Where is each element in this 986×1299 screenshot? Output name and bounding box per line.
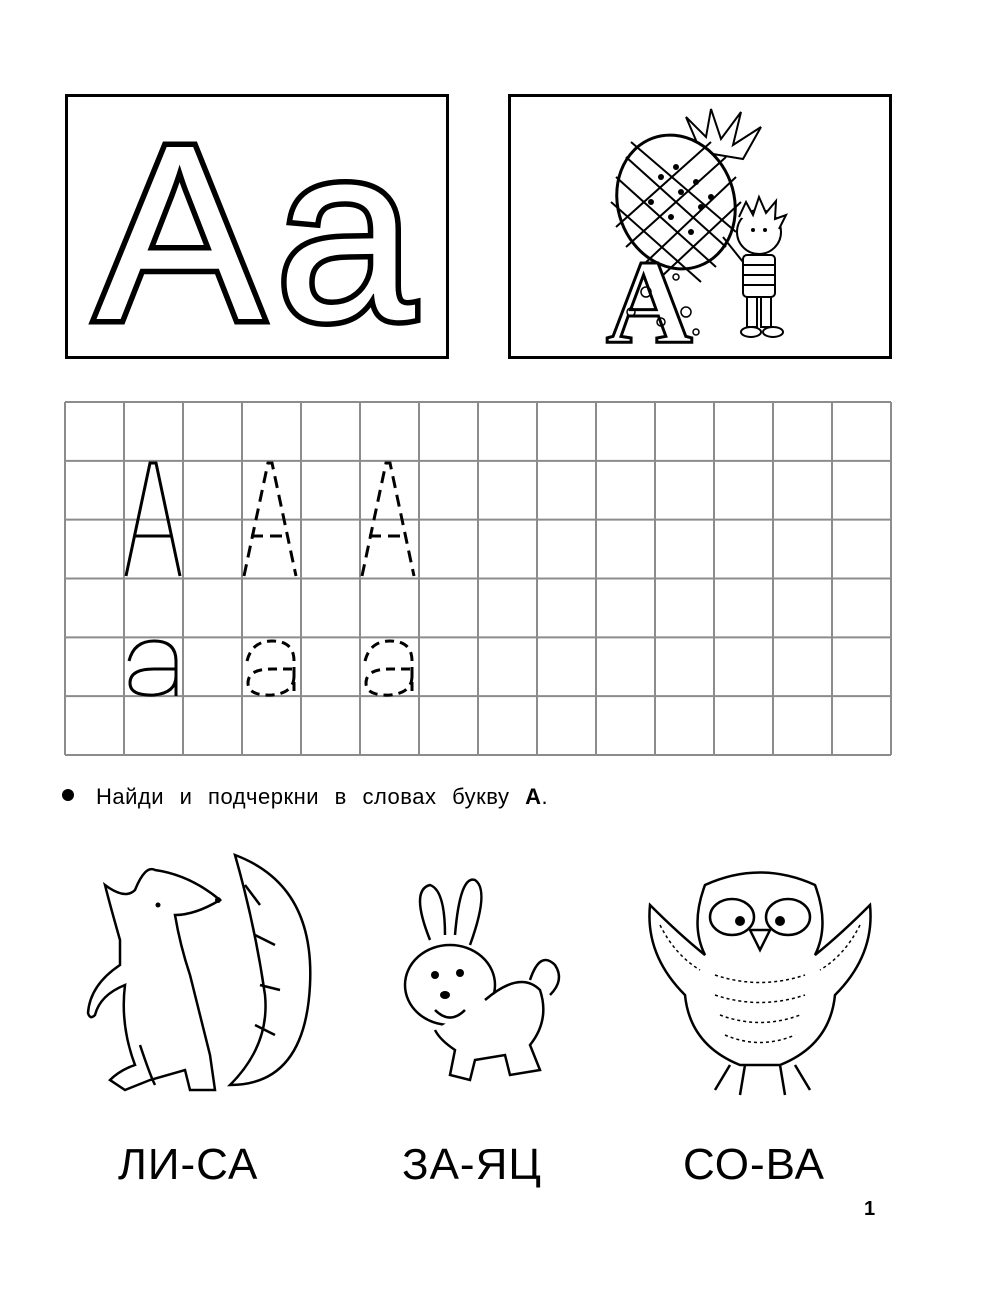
bullet-icon (62, 789, 74, 801)
boy-pineapple-illustration (511, 97, 889, 356)
dashed-lowercase-letter-1 (247, 641, 294, 696)
task-instruction (62, 784, 548, 810)
outlined-letters (68, 97, 446, 356)
grid-lines (64, 401, 892, 756)
solid-lowercase-letter (129, 641, 176, 696)
hare-illustration (390, 870, 570, 1090)
illustration-card (508, 94, 892, 359)
writing-practice-grid (64, 401, 892, 756)
lowercase-outline-letter: а (276, 97, 416, 356)
fox-illustration (80, 845, 330, 1115)
word-fox: ЛИ-СА (118, 1140, 259, 1189)
instruction-letter: А (525, 784, 542, 809)
instruction-text: Найди и подчеркни в словах букву (96, 784, 510, 809)
owl-illustration (630, 845, 890, 1105)
picture-letter: А (606, 235, 693, 356)
word-owl: СО-ВА (683, 1140, 825, 1189)
uppercase-outline-letter: А (96, 97, 263, 356)
dashed-lowercase-letter-2 (365, 641, 412, 696)
instruction-end: . (541, 784, 549, 809)
page-number: 1 (864, 1198, 876, 1220)
word-hare: ЗА-ЯЦ (402, 1140, 542, 1189)
letter-card (65, 94, 449, 359)
